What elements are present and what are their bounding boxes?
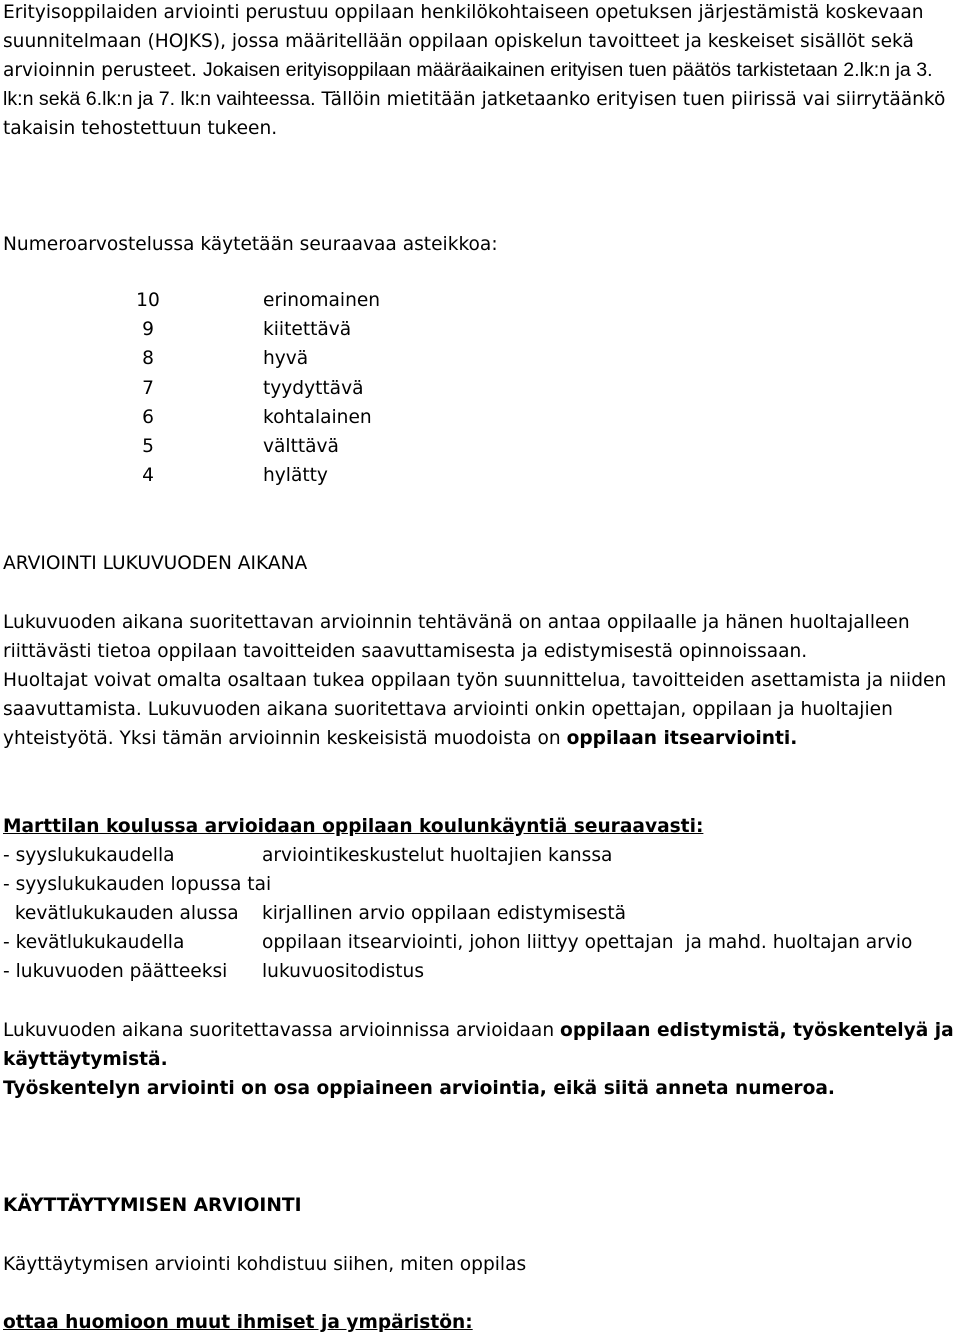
grade-label: kohtalainen xyxy=(263,406,372,428)
intro-text-3: Tällöin mietitään jatketaanko erityisen tuen piirissä vai siirrytäänkö takaisin tehostettuun tukeen. xyxy=(3,89,946,139)
grade-number: 8 xyxy=(142,348,154,370)
grade-number: 9 xyxy=(142,319,154,341)
grade-label: tyydyttävä xyxy=(263,377,364,399)
schedule-when: - lukuvuoden päätteeksi xyxy=(3,961,228,982)
schedule-row xyxy=(3,928,958,957)
schedule-when: kevätlukukauden alussa xyxy=(3,903,239,924)
during-year-text-2: Huoltajat voivat omalta osaltaan tukea oppilaan työn suunnittelua, tavoitteiden asettamista ja niiden saavuttamista. xyxy=(3,670,947,720)
behaviour-heading: KÄYTTÄYTYMISEN ARVIOINTI xyxy=(3,1195,302,1216)
behaviour-text: Käyttäytymisen arviointi kohdistuu siihen, miten oppilas xyxy=(3,1254,527,1275)
grade-number: 7 xyxy=(142,377,154,399)
schedule-when: - kevätlukukaudella xyxy=(3,932,185,953)
grade-label: hylätty xyxy=(263,465,328,487)
grade-number: 10 xyxy=(136,290,160,311)
schedule-what: lukuvuositodistus xyxy=(262,961,425,982)
during-year-paragraph xyxy=(3,608,958,753)
self-assessment-emphasis: oppilaan itsearviointi. xyxy=(566,728,798,749)
schedule-what: kirjallinen arvio oppilaan edistymisestä xyxy=(262,903,627,924)
grade-number: 4 xyxy=(142,465,154,487)
during-year-text-1: Lukuvuoden aikana suoritettavan arvioinnin tehtävänä on antaa oppilaalle ja hänen huoltajalleen riittävästi tietoa oppilaan tavoitteiden saavuttamisesta ja edistymisestä opinnoissaan. xyxy=(3,612,910,662)
schedule-row xyxy=(3,841,958,870)
grade-label: kiitettävä xyxy=(263,319,352,341)
during-year-text-3: Lukuvuoden aikana suoritettava arviointi onkin opettajan, oppilaan ja huoltajien yhteistyötä. Yksi tämän arvioinnin keskeisistä muodoista on xyxy=(3,699,893,749)
grade-row xyxy=(3,403,603,432)
assessment-text: Lukuvuoden aikana suoritettavassa arvioinnissa arvioidaan xyxy=(3,1020,555,1041)
grade-label: välttävä xyxy=(263,435,339,457)
schedule-when: - syyslukukauden lopussa tai xyxy=(3,874,272,895)
schedule-row xyxy=(3,870,958,899)
schedule-section xyxy=(3,812,958,986)
grade-row xyxy=(3,432,603,461)
grade-row xyxy=(3,315,603,344)
behaviour-subheading: ottaa huomioon muut ihmiset ja ympäristön: xyxy=(3,1312,473,1333)
during-year-heading: ARVIOINTI LUKUVUODEN AIKANA xyxy=(3,553,308,574)
grade-row xyxy=(3,374,603,403)
intro-text-1: Erityisoppilaiden arviointi perustuu oppilaan henkilökohtaiseen opetuksen järjestämistä koskevaan suunnitelmaan (HOJKS), jossa määritellään oppilaan opiskelun tavoitteet ja keskeiset sisällöt sekä arvioinnin perusteet. xyxy=(3,2,924,81)
assessment-note: Työskentelyn arviointi on osa oppiaineen arviointia, eikä siitä anneta numeroa. xyxy=(3,1078,835,1099)
schedule-when: - syyslukukaudella xyxy=(3,845,175,866)
assessment-paragraph xyxy=(3,1016,958,1103)
grade-row xyxy=(3,286,603,315)
schedule-what: oppilaan itsearviointi, johon liittyy opettajan ja mahd. huoltajan arvio xyxy=(262,932,913,953)
grade-label: erinomainen xyxy=(263,290,381,311)
grade-number: 6 xyxy=(142,406,154,428)
grade-row xyxy=(3,344,603,373)
grade-scale-list xyxy=(3,286,603,490)
intro-text-2: Jokaisen erityisoppilaan määräaikainen erityisen tuen päätös tarkistetaan 2.lk:n ja 3. lk:n sekä 6.lk:n ja 7. lk:n vaihteessa. xyxy=(3,59,933,110)
intro-paragraph xyxy=(3,0,958,143)
scale-heading: Numeroarvostelussa käytetään seuraavaa asteikkoa: xyxy=(3,234,498,255)
assessment-emphasis: oppilaan edistymistä, työskentelyä ja käyttäytymistä. xyxy=(3,1020,954,1070)
schedule-row xyxy=(3,899,958,928)
schedule-heading: Marttilan koulussa arvioidaan oppilaan koulunkäyntiä seuraavasti: xyxy=(3,816,704,837)
grade-number: 5 xyxy=(142,435,154,457)
grade-label: hyvä xyxy=(263,348,309,370)
grade-row xyxy=(3,461,603,490)
schedule-row xyxy=(3,957,958,986)
schedule-what: arviointikeskustelut huoltajien kanssa xyxy=(262,845,613,866)
